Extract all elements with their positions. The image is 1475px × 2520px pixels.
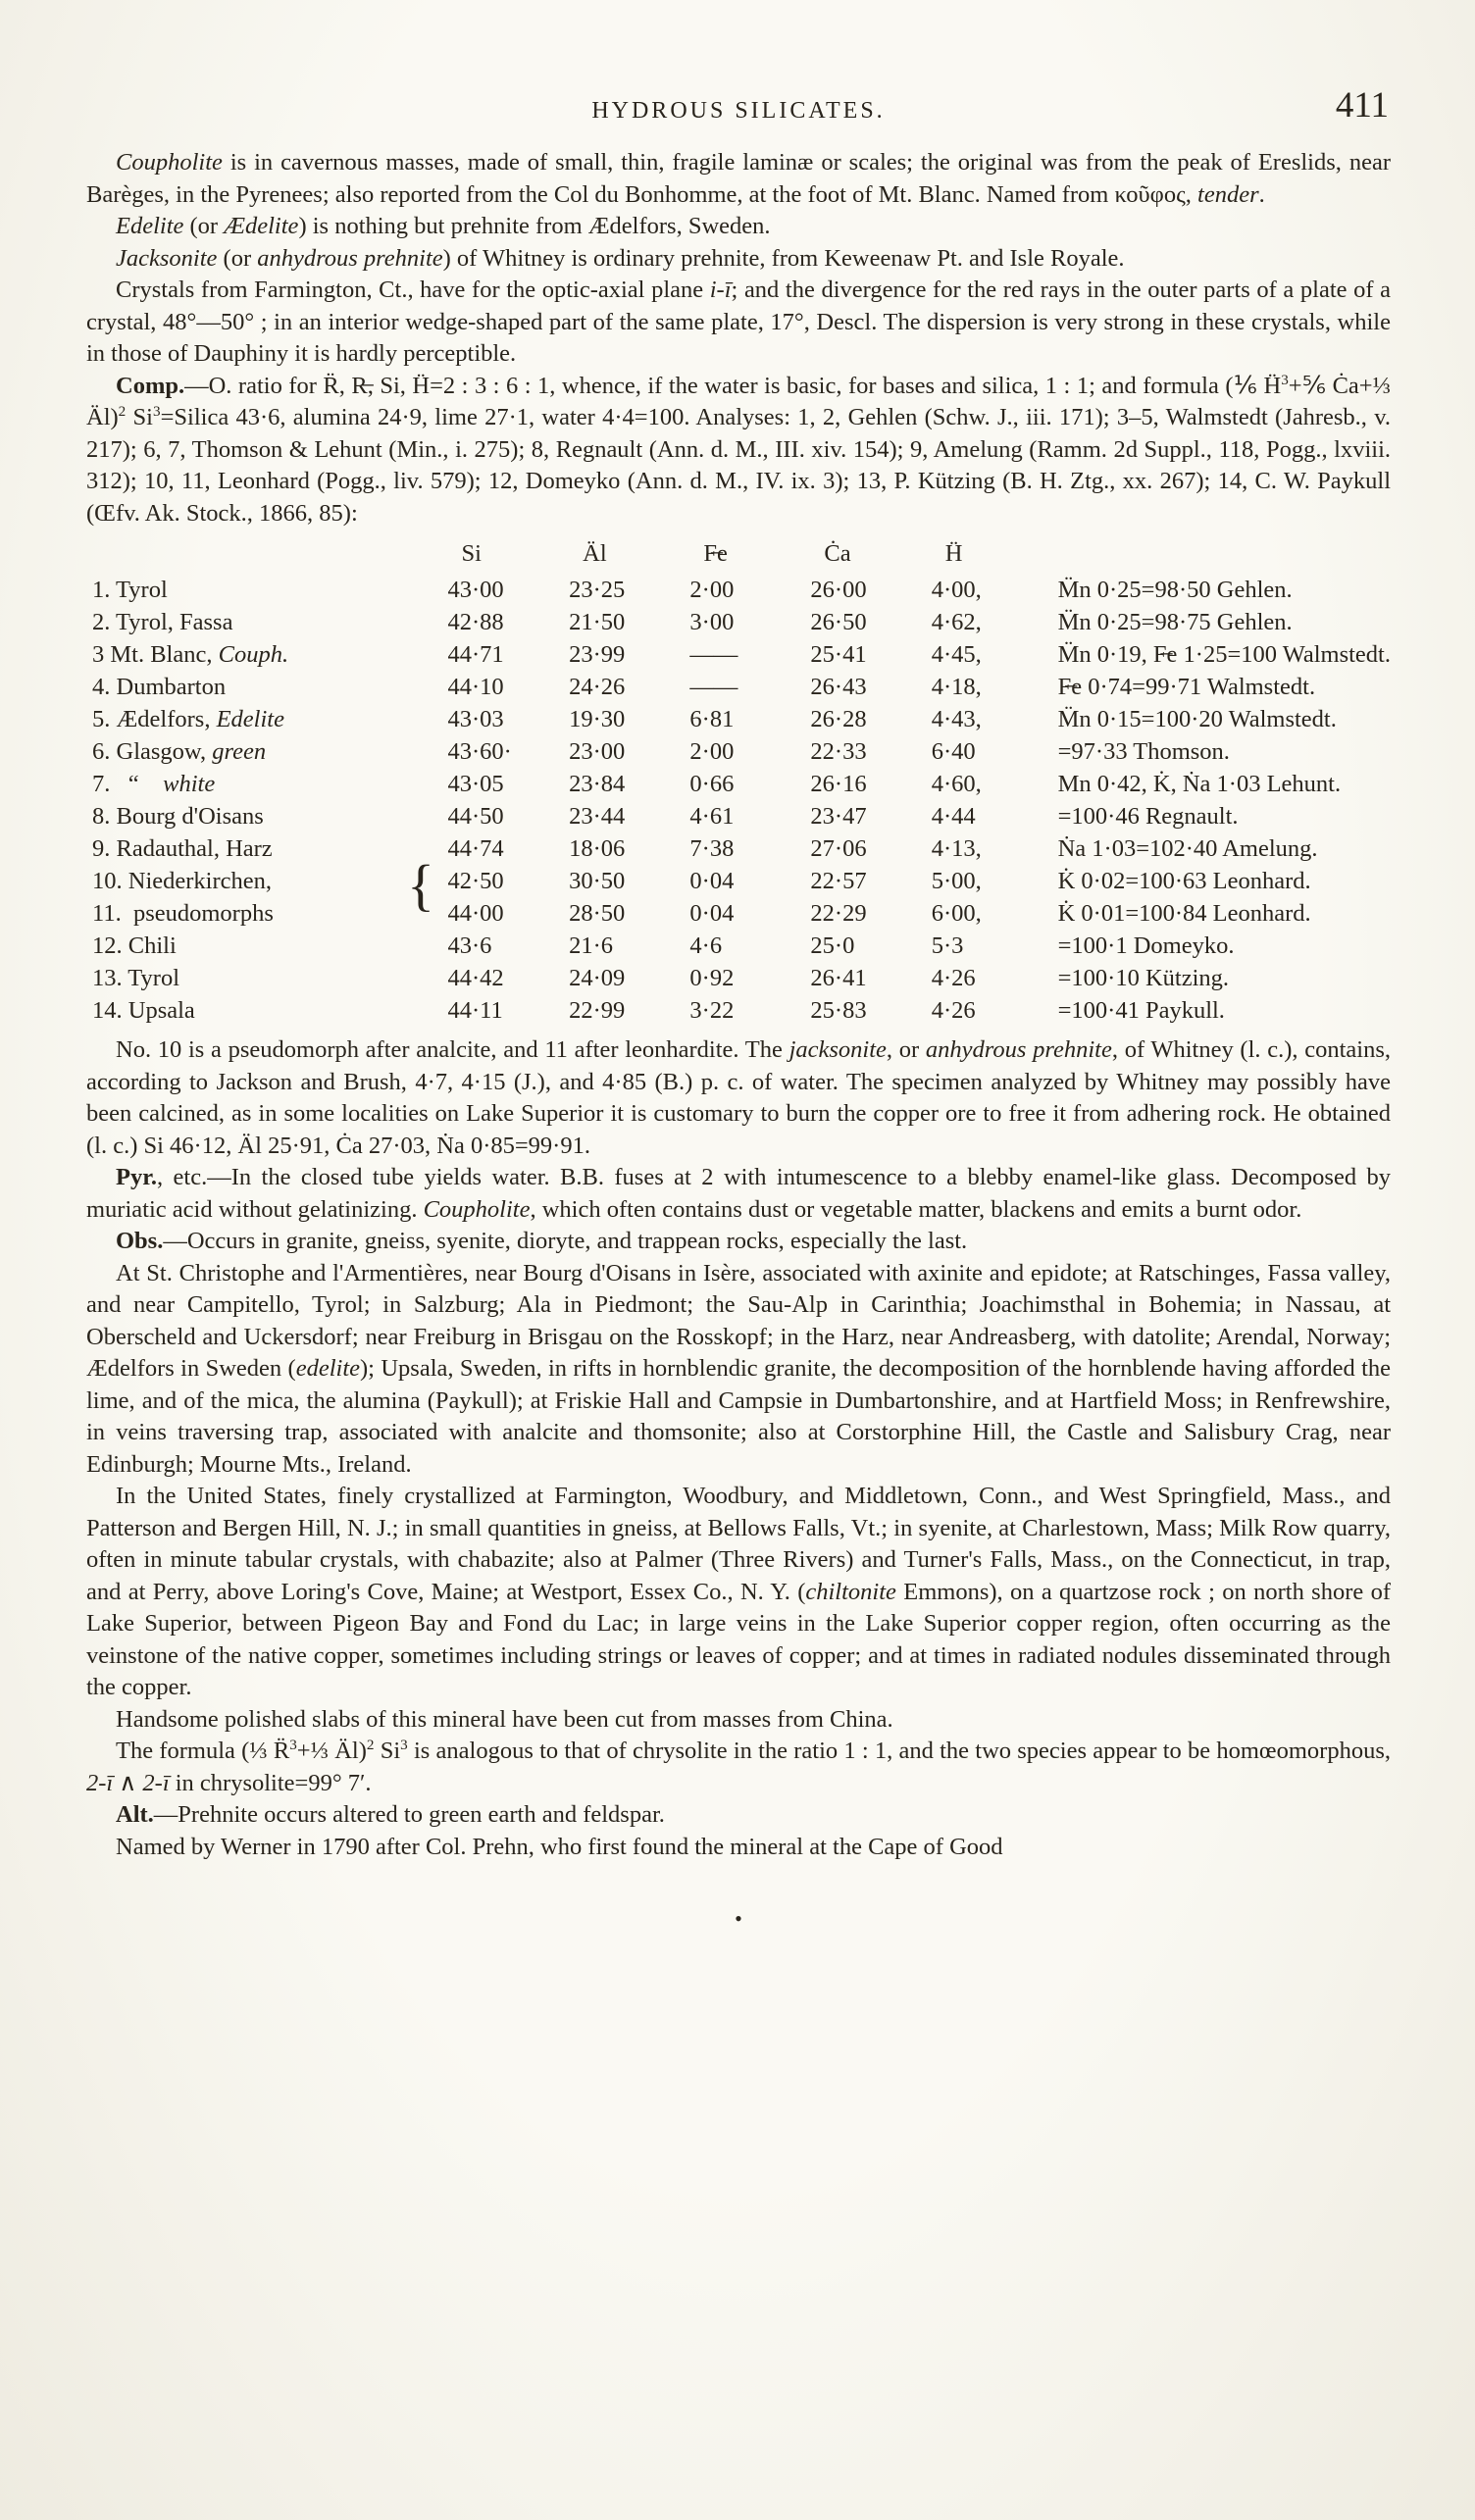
analysis-row [92, 832, 1391, 865]
analysis-cell-h: 4·13, [931, 835, 982, 862]
analysis-cell-ca: 23·47 [810, 803, 867, 830]
analysis-cell-brace [407, 671, 447, 703]
analysis-cell-tail: K̇ 0·01=100·84 Leonhard. [1057, 900, 1311, 927]
analysis-cell-ca: 27·06 [810, 835, 867, 862]
analysis-row [92, 768, 1391, 800]
analysis-cell-h: 5·3 [931, 932, 964, 959]
analysis-cell-si: 44·71 [447, 641, 504, 668]
analysis-cell-h: 6·40 [931, 738, 976, 765]
analysis-cell-si: 42·50 [447, 868, 504, 894]
col-header-blank-brace [407, 537, 447, 574]
analysis-cell-brace [407, 574, 447, 606]
analysis-cell-h: 4·26 [931, 965, 976, 991]
analysis-cell-fe: 0·66 [689, 771, 735, 797]
analysis-cell-fe: 2·00 [689, 738, 735, 765]
analysis-cell-brace [407, 800, 447, 832]
analysis-cell-label: 11. pseudomorphs [92, 900, 274, 927]
analysis-cell-h: 4·45, [931, 641, 982, 668]
analyses-table [92, 537, 1391, 1027]
analysis-cell-al: 23·99 [569, 641, 626, 668]
analysis-cell-label: 2. Tyrol, Fassa [92, 609, 233, 635]
col-header-h: Ḧ [944, 540, 963, 567]
analysis-cell-tail: =100·41 Paykull. [1057, 997, 1225, 1024]
paragraph-china-slabs: Handsome polished slabs of this mineral have been cut from masses from China. [116, 1705, 893, 1733]
analysis-cell-fe: 6·81 [689, 706, 735, 732]
analysis-cell-ca: 25·41 [810, 641, 867, 668]
analysis-cell-tail: M̈n 0·19, F̶e 1·25=100 Walmstedt. [1057, 641, 1391, 668]
analysis-cell-al: 24·26 [569, 674, 626, 700]
analysis-cell-si: 42·88 [447, 609, 504, 635]
paragraph-edelite: Edelite (or Ædelite) is nothing but prehnite from Ædelfors, Sweden. [116, 213, 771, 239]
analysis-cell-al: 22·99 [569, 997, 626, 1024]
analyses-header-row [92, 537, 1391, 574]
analysis-cell-tail: =100·46 Regnault. [1057, 803, 1239, 830]
analysis-cell-al: 23·84 [569, 771, 626, 797]
analysis-cell-si: 44·50 [447, 803, 504, 830]
analysis-cell-tail: =97·33 Thomson. [1057, 738, 1230, 765]
page-number: 411 [1335, 85, 1389, 126]
analysis-cell-fe: 4·61 [689, 803, 735, 830]
footer-ornament: • [735, 1906, 742, 1931]
page-header [86, 85, 1391, 135]
analysis-cell-brace [407, 606, 447, 638]
paragraph-jacksonite: Jacksonite (or anhydrous prehnite) of Whitney is ordinary prehnite, from Keweenaw Pt. and Isle Royale. [116, 244, 1125, 272]
analysis-cell-ca: 26·50 [810, 609, 867, 635]
analysis-row [92, 994, 1391, 1027]
analysis-cell-label: 7. “ white [92, 771, 216, 797]
analysis-cell-label: 6. Glasgow, green [92, 738, 267, 765]
analysis-cell-tail: M̈n 0·25=98·50 Gehlen. [1057, 577, 1293, 603]
analysis-cell-fe: 7·38 [689, 835, 735, 862]
analysis-cell-label: 9. Radauthal, Harz [92, 835, 273, 862]
analysis-cell-al: 18·06 [569, 835, 626, 862]
analysis-cell-brace: { [407, 853, 434, 917]
col-header-si: Si [461, 540, 482, 567]
paragraph-composition: Comp.—O. ratio for R̈, R̶, Si, Ḧ=2 : 3 : 6 : 1, whence, if the water is basic, for bases and silica, 1 : 1; and formula (⅙ Ḧ$^3$+⅚ Ċa+⅓ Äl)$^2$ $Si^3=Silica$ 43·6, alumina 24·9, lime 27·1, water 4·4=100. Analyses: 1, 2, Gehlen (Schw. J., iii. 171); 3–5, Walmstedt (Jahresb., v. 217); 6, 7, Thomson & Lehunt (Min., i. 275); 8, Regnault (Ann. d. M., III. xiv. 154); 9, Amelung (Ramm. 2d Suppl., 118, Pogg., lxviii. 312); 10, 11, Leonhard (Pogg., liv. 579); 12, Domeyko (Ann. d. M., IV. ix. 3); 13, P. Kützing (B. H. Ztg., xx. 267); 14, C. W. Paykull (Œfv. Ak. Stock., 1866, 85): [86, 371, 1391, 527]
analysis-cell-si: 43·60· [447, 738, 512, 765]
analysis-cell-al: 21·6 [569, 932, 614, 959]
analysis-cell-si: 44·42 [447, 965, 504, 991]
paragraph-observations: Obs.—Occurs in granite, gneiss, syenite, dioryte, and trappean rocks, especially the last. [116, 1228, 968, 1254]
analysis-cell-brace [407, 962, 447, 994]
analysis-cell-label: 13. Tyrol [92, 965, 180, 991]
analysis-cell-h: 4·60, [931, 771, 982, 797]
analysis-cell-tail: M̈n 0·15=100·20 Walmstedt. [1057, 706, 1337, 732]
analysis-cell-label: 3 Mt. Blanc, Couph. [92, 641, 289, 668]
paragraph-crystals: Crystals from Farmington, Ct., have for the optic-axial plane i-ī; and the divergence for the red rays in the outer parts of a plate of a crystal, 48°—50° ; in an interior wedge-shaped part of the same plate, 17°, Descl. The dispersion is very strong in these crystals, while in those of Dauphiny it is hardly perceptible. [86, 277, 1391, 367]
paragraph-pseudomorph-note: No. 10 is a pseudomorph after analcite, and 11 after leonhardite. The jacksonite, or anhydrous prehnite, of Whitney (l. c.), contains, according to Jackson and Brush, 4·7, 4·15 (J.), and 4·85 (B.) p. c. of water. The specimen analyzed by Whitney may possibly have been calcined, as in some localities on Lake Superior it is customary to burn the copper ore to free it from adhering rock. He obtained (l. c.) Si 46·12, Äl 25·91, Ċa 27·03, Ṅa 0·85=99·91. [86, 1036, 1391, 1159]
analysis-cell-brace [407, 638, 447, 671]
analysis-cell-brace [407, 735, 447, 768]
analyses-table-body [92, 574, 1391, 1027]
analysis-cell-tail: M̈n 0·25=98·75 Gehlen. [1057, 609, 1293, 635]
analysis-row [92, 638, 1391, 671]
col-header-fe: F̶e [703, 540, 728, 567]
analysis-cell-si: 43·05 [447, 771, 504, 797]
analysis-cell-h: 4·62, [931, 609, 982, 635]
analysis-row [92, 703, 1391, 735]
analysis-cell-si: 44·11 [447, 997, 503, 1024]
analysis-cell-tail: =100·10 Kützing. [1057, 965, 1230, 991]
analysis-cell-si: 43·6 [447, 932, 492, 959]
analysis-cell-al: 23·25 [569, 577, 626, 603]
analysis-cell-label: 5. Ædelfors, Edelite [92, 706, 284, 732]
analysis-row [92, 962, 1391, 994]
analysis-cell-si: 43·00 [447, 577, 504, 603]
analysis-row [92, 800, 1391, 832]
analysis-cell-h: 4·44 [931, 803, 976, 830]
paragraph-european-localities: At St. Christophe and l'Armentières, near Bourg d'Oisans in Isère, associated with axinite and epidote; at Ratschinges, Fassa valley, and near Campitello, Tyrol; in Salzburg; Ala in Piedmont; the Sau-Alp in Carinthia; Joachimsthal in Bohemia; in Nassau, at Oberscheld and Uckersdorf; near Freiburg in Brisgau on the Rosskopf; in the Harz, near Andreasberg, with datolite; Arendal, Norway; Ædelfors in Sweden (edelite); Upsala, Sweden, in rifts in hornblendic granite, the decomposition of the hornblende having afforded the lime, and of the mica, the alumina (Paykull); at Friskie Hall and Campsie in Dumbartonshire, and at Hartfield Moss; in Renfrewshire, in veins traversing trap, associated with analcite and thomsonite; also at Corstorphine Hill, the Castle and Salisbury Crag, near Edinburgh; Mourne Mts., Ireland. [86, 1259, 1392, 1478]
analysis-cell-label: 10. Niederkirchen, [92, 868, 272, 894]
analysis-cell-tail: F̶e 0·74=99·71 Walmstedt. [1057, 674, 1316, 700]
analysis-cell-ca: 26·43 [810, 674, 867, 700]
analysis-cell-fe: 4·6 [689, 932, 723, 959]
analysis-cell-h: 5·00, [931, 868, 982, 894]
analysis-cell-label: 8. Bourg d'Oisans [92, 803, 264, 830]
analysis-cell-si: 44·10 [447, 674, 504, 700]
analysis-cell-tail: K̇ 0·02=100·63 Leonhard. [1057, 868, 1311, 894]
analysis-cell-ca: 26·28 [810, 706, 867, 732]
analysis-cell-fe: 0·92 [689, 965, 735, 991]
analysis-cell-ca: 22·33 [810, 738, 867, 765]
paragraph-coupholite: Coupholite is in cavernous masses, made of small, thin, fragile laminæ or scales; the original was from the peak of Ereslids, near Barèges, in the Pyrenees; also reported from the Col du Bonhomme, at the foot of Mt. Blanc. Named from κοῦφος, tender. [86, 149, 1391, 208]
analysis-cell-brace [407, 930, 447, 962]
col-header-ca: Ċa [824, 540, 851, 567]
col-header-blank-tail [1058, 537, 1391, 574]
analysis-cell-brace [407, 994, 447, 1027]
analysis-row [92, 897, 1391, 930]
analysis-row [92, 574, 1391, 606]
analysis-cell-al: 24·09 [569, 965, 626, 991]
analysis-cell-fe: 3·22 [689, 997, 735, 1024]
analysis-cell-tail: =100·1 Domeyko. [1057, 932, 1235, 959]
analysis-cell-h: 4·43, [931, 706, 982, 732]
analysis-cell-al: 21·50 [569, 609, 626, 635]
analysis-cell-tail: Ṅa 1·03=102·40 Amelung. [1057, 835, 1318, 862]
analysis-cell-h: 4·26 [931, 997, 976, 1024]
analysis-cell-label: 4. Dumbarton [92, 674, 227, 700]
analysis-cell-fe: 0·04 [689, 868, 735, 894]
analysis-cell-h: 4·00, [931, 577, 982, 603]
analysis-row [92, 606, 1391, 638]
analysis-cell-label: 12. Chili [92, 932, 177, 959]
analysis-cell-ca: 26·16 [810, 771, 867, 797]
analysis-cell-si: 43·03 [447, 706, 504, 732]
col-header-blank [92, 537, 407, 574]
analysis-row [92, 930, 1391, 962]
paragraph-formula-chrysolite: The formula (⅓ R̈$^3$+⅓ Äl)$^2$ Si$^3$ is analogous to that of chrysolite in the ratio 1 : 1, and the two species appear to be homœomorphous, 2-ī ∧ 2-ī in chrysolite=99° 7′. [86, 1736, 1391, 1796]
analysis-row [92, 671, 1391, 703]
analysis-cell-al: 19·30 [569, 706, 626, 732]
analysis-cell-fe: —— [689, 641, 738, 668]
analysis-row [92, 865, 1391, 897]
analysis-cell-al: 23·00 [569, 738, 626, 765]
paragraph-pyrognostics: Pyr., etc.—In the closed tube yields water. B.B. fuses at 2 with intumescence to a blebby enamel-like glass. Decomposed by muriatic acid without gelatinizing. Coupholite, which often contains dust or vegetable matter, blackens and emits a burnt odor. [86, 1164, 1391, 1223]
analysis-row [92, 735, 1391, 768]
analysis-cell-si: 44·74 [447, 835, 504, 862]
analysis-cell-al: 28·50 [569, 900, 626, 927]
analysis-cell-fe: —— [689, 674, 738, 700]
paragraph-alteration: Alt.—Prehnite occurs altered to green earth and feldspar. [116, 1801, 665, 1828]
analysis-cell-fe: 3·00 [689, 609, 735, 635]
analysis-cell-ca: 26·41 [810, 965, 867, 991]
page-content [86, 147, 1391, 1932]
analysis-cell-h: 4·18, [931, 674, 982, 700]
analysis-cell-ca: 25·83 [810, 997, 867, 1024]
analysis-cell-fe: 0·04 [689, 900, 735, 927]
analysis-cell-si: 44·00 [447, 900, 504, 927]
paragraph-us-localities: In the United States, finely crystallized at Farmington, Woodbury, and Middletown, Conn., and West Springfield, Mass., and Patterson and Bergen Hill, N. J.; in small quantities in gneiss, at Bellows Falls, Vt.; in syenite, at Charlestown, Mass; Milk Row quarry, often in minute tabular crystals, with chabazite; also at Palmer (Three Rivers) and Turner's Falls, Mass., on the Connecticut, in trap, and at Perry, above Loring's Cove, Maine; at Westport, Essex Co., N. Y. (chiltonite Emmons), on a quartzose rock ; on north shore of Lake Superior, between Pigeon Bay and Fond du Lac; in large veins in the Lake Superior copper region, often occurring as the veinstone of the native copper, sometimes including strings or leaves of copper; and at times in radiated nodules disseminated through the copper. [86, 1483, 1391, 1700]
analysis-cell-tail: Mn 0·42, K̇, Ṅa 1·03 Lehunt. [1057, 771, 1342, 797]
analysis-cell-fe: 2·00 [689, 577, 735, 603]
analysis-cell-ca: 22·57 [810, 868, 867, 894]
col-header-al: Äl [583, 540, 607, 567]
analysis-cell-brace [407, 768, 447, 800]
running-head: HYDROUS SILICATES. [591, 98, 886, 124]
analysis-cell-brace [407, 703, 447, 735]
analysis-cell-al: 30·50 [569, 868, 626, 894]
analysis-cell-h: 6·00, [931, 900, 982, 927]
analysis-cell-ca: 25·0 [810, 932, 855, 959]
analysis-cell-ca: 26·00 [810, 577, 867, 603]
analysis-cell-label: 14. Upsala [92, 997, 195, 1024]
analysis-cell-label: 1. Tyrol [92, 577, 168, 603]
paragraph-naming: Named by Werner in 1790 after Col. Prehn, who first found the mineral at the Cape of Good [116, 1833, 1003, 1860]
analysis-cell-ca: 22·29 [810, 900, 867, 927]
analysis-cell-al: 23·44 [569, 803, 626, 830]
